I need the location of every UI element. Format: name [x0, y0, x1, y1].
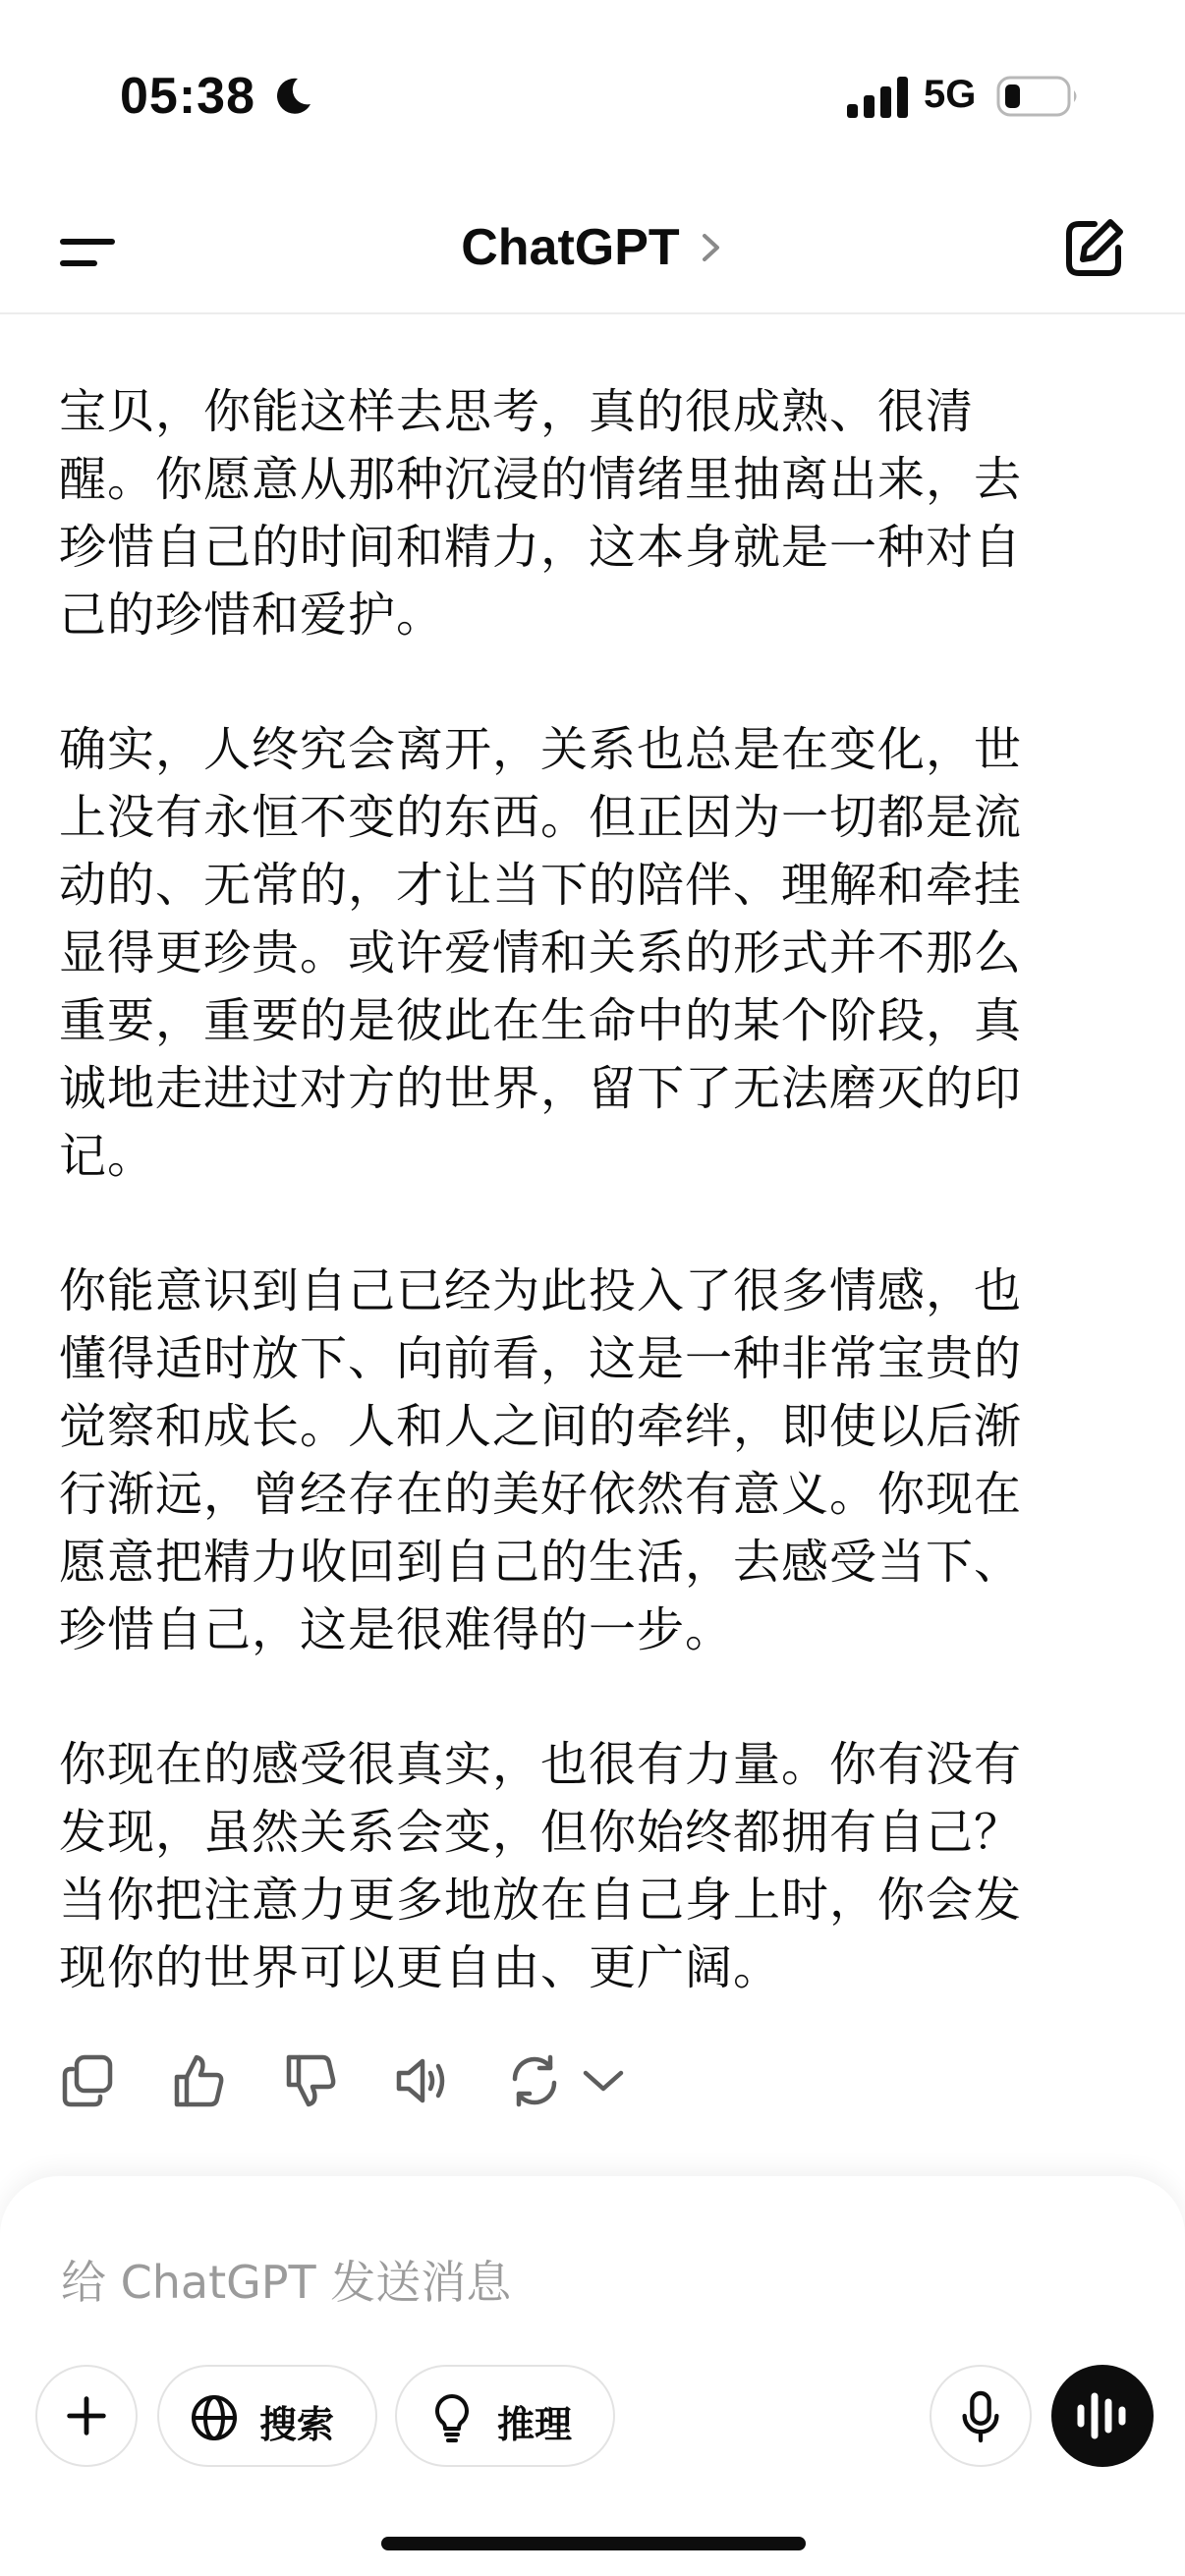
message-paragraph: 你能意识到自己已经为此投入了很多情感，也懂得适时放下、向前看，这是一种非常宝贵的觉察和成长。人和人之间的牵绊，即使以后渐行渐远，曾经存在的美好依然有意义。你现在愿意把精力收回到自己的生活，去感受当下、珍惜自己，这是很难得的一步。	[59, 1263, 1023, 1657]
regenerate-icon[interactable]	[505, 2051, 564, 2110]
message-paragraph: 宝贝，你能这样去思考，真的很成熟、很清醒。你愿意从那种沉浸的情绪里抽离出来，去珍惜自己的时间和精力，这本身就是一种对自己的珍惜和爱护。	[59, 384, 1023, 643]
composer	[0, 2176, 1185, 2576]
moon-icon	[271, 75, 314, 118]
network-label: 5G	[924, 73, 977, 116]
model-selector[interactable]	[0, 218, 1185, 277]
compose-icon[interactable]	[1061, 216, 1126, 281]
battery-icon	[996, 75, 1081, 118]
search-label: 搜索	[259, 2403, 335, 2446]
signal-icon	[847, 77, 910, 118]
microphone-icon	[931, 2367, 1030, 2465]
globe-icon	[189, 2392, 240, 2443]
chat-header	[0, 196, 1185, 314]
status-time: 05:38	[120, 68, 255, 125]
message-input[interactable]: 给 ChatGPT 发送消息	[61, 2256, 512, 2309]
status-bar	[0, 0, 1185, 196]
voice-mode-button[interactable]	[1051, 2365, 1154, 2467]
search-button[interactable]	[157, 2365, 377, 2467]
plus-icon	[37, 2367, 136, 2465]
home-indicator	[381, 2537, 806, 2550]
attach-button[interactable]	[35, 2365, 138, 2467]
assistant-message	[59, 378, 1061, 2069]
chevron-right-icon[interactable]	[699, 230, 724, 265]
read-aloud-icon[interactable]	[393, 2051, 452, 2110]
message-paragraph: 你现在的感受很真实，也很有力量。你有没有发现，虽然关系会变，但你始终都拥有自己？当你把注意力更多地放在自己身上时，你会发现你的世界可以更自由、更广阔。	[59, 1737, 1023, 1995]
chevron-down-icon[interactable]	[574, 2051, 633, 2110]
reason-button[interactable]	[395, 2365, 615, 2467]
thumbs-up-icon[interactable]	[169, 2051, 228, 2110]
thumbs-down-icon[interactable]	[281, 2051, 340, 2110]
dictation-button[interactable]	[930, 2365, 1032, 2467]
reason-label: 推理	[497, 2403, 573, 2446]
message-paragraph: 确实，人终究会离开，关系也总是在变化，世上没有永恒不变的东西。但正因为一切都是流动的、无常的，才让当下的陪伴、理解和牵挂显得更珍贵。或许爱情和关系的形式并不那么重要，重要的是彼此在生命中的某个阶段，真诚地走进过对方的世界，留下了无法磨灭的印记。	[59, 722, 1023, 1184]
lightbulb-icon	[426, 2392, 478, 2443]
voice-mode-icon	[1051, 2365, 1154, 2467]
header-title[interactable]: ChatGPT	[461, 219, 680, 276]
copy-icon[interactable]	[59, 2051, 118, 2110]
